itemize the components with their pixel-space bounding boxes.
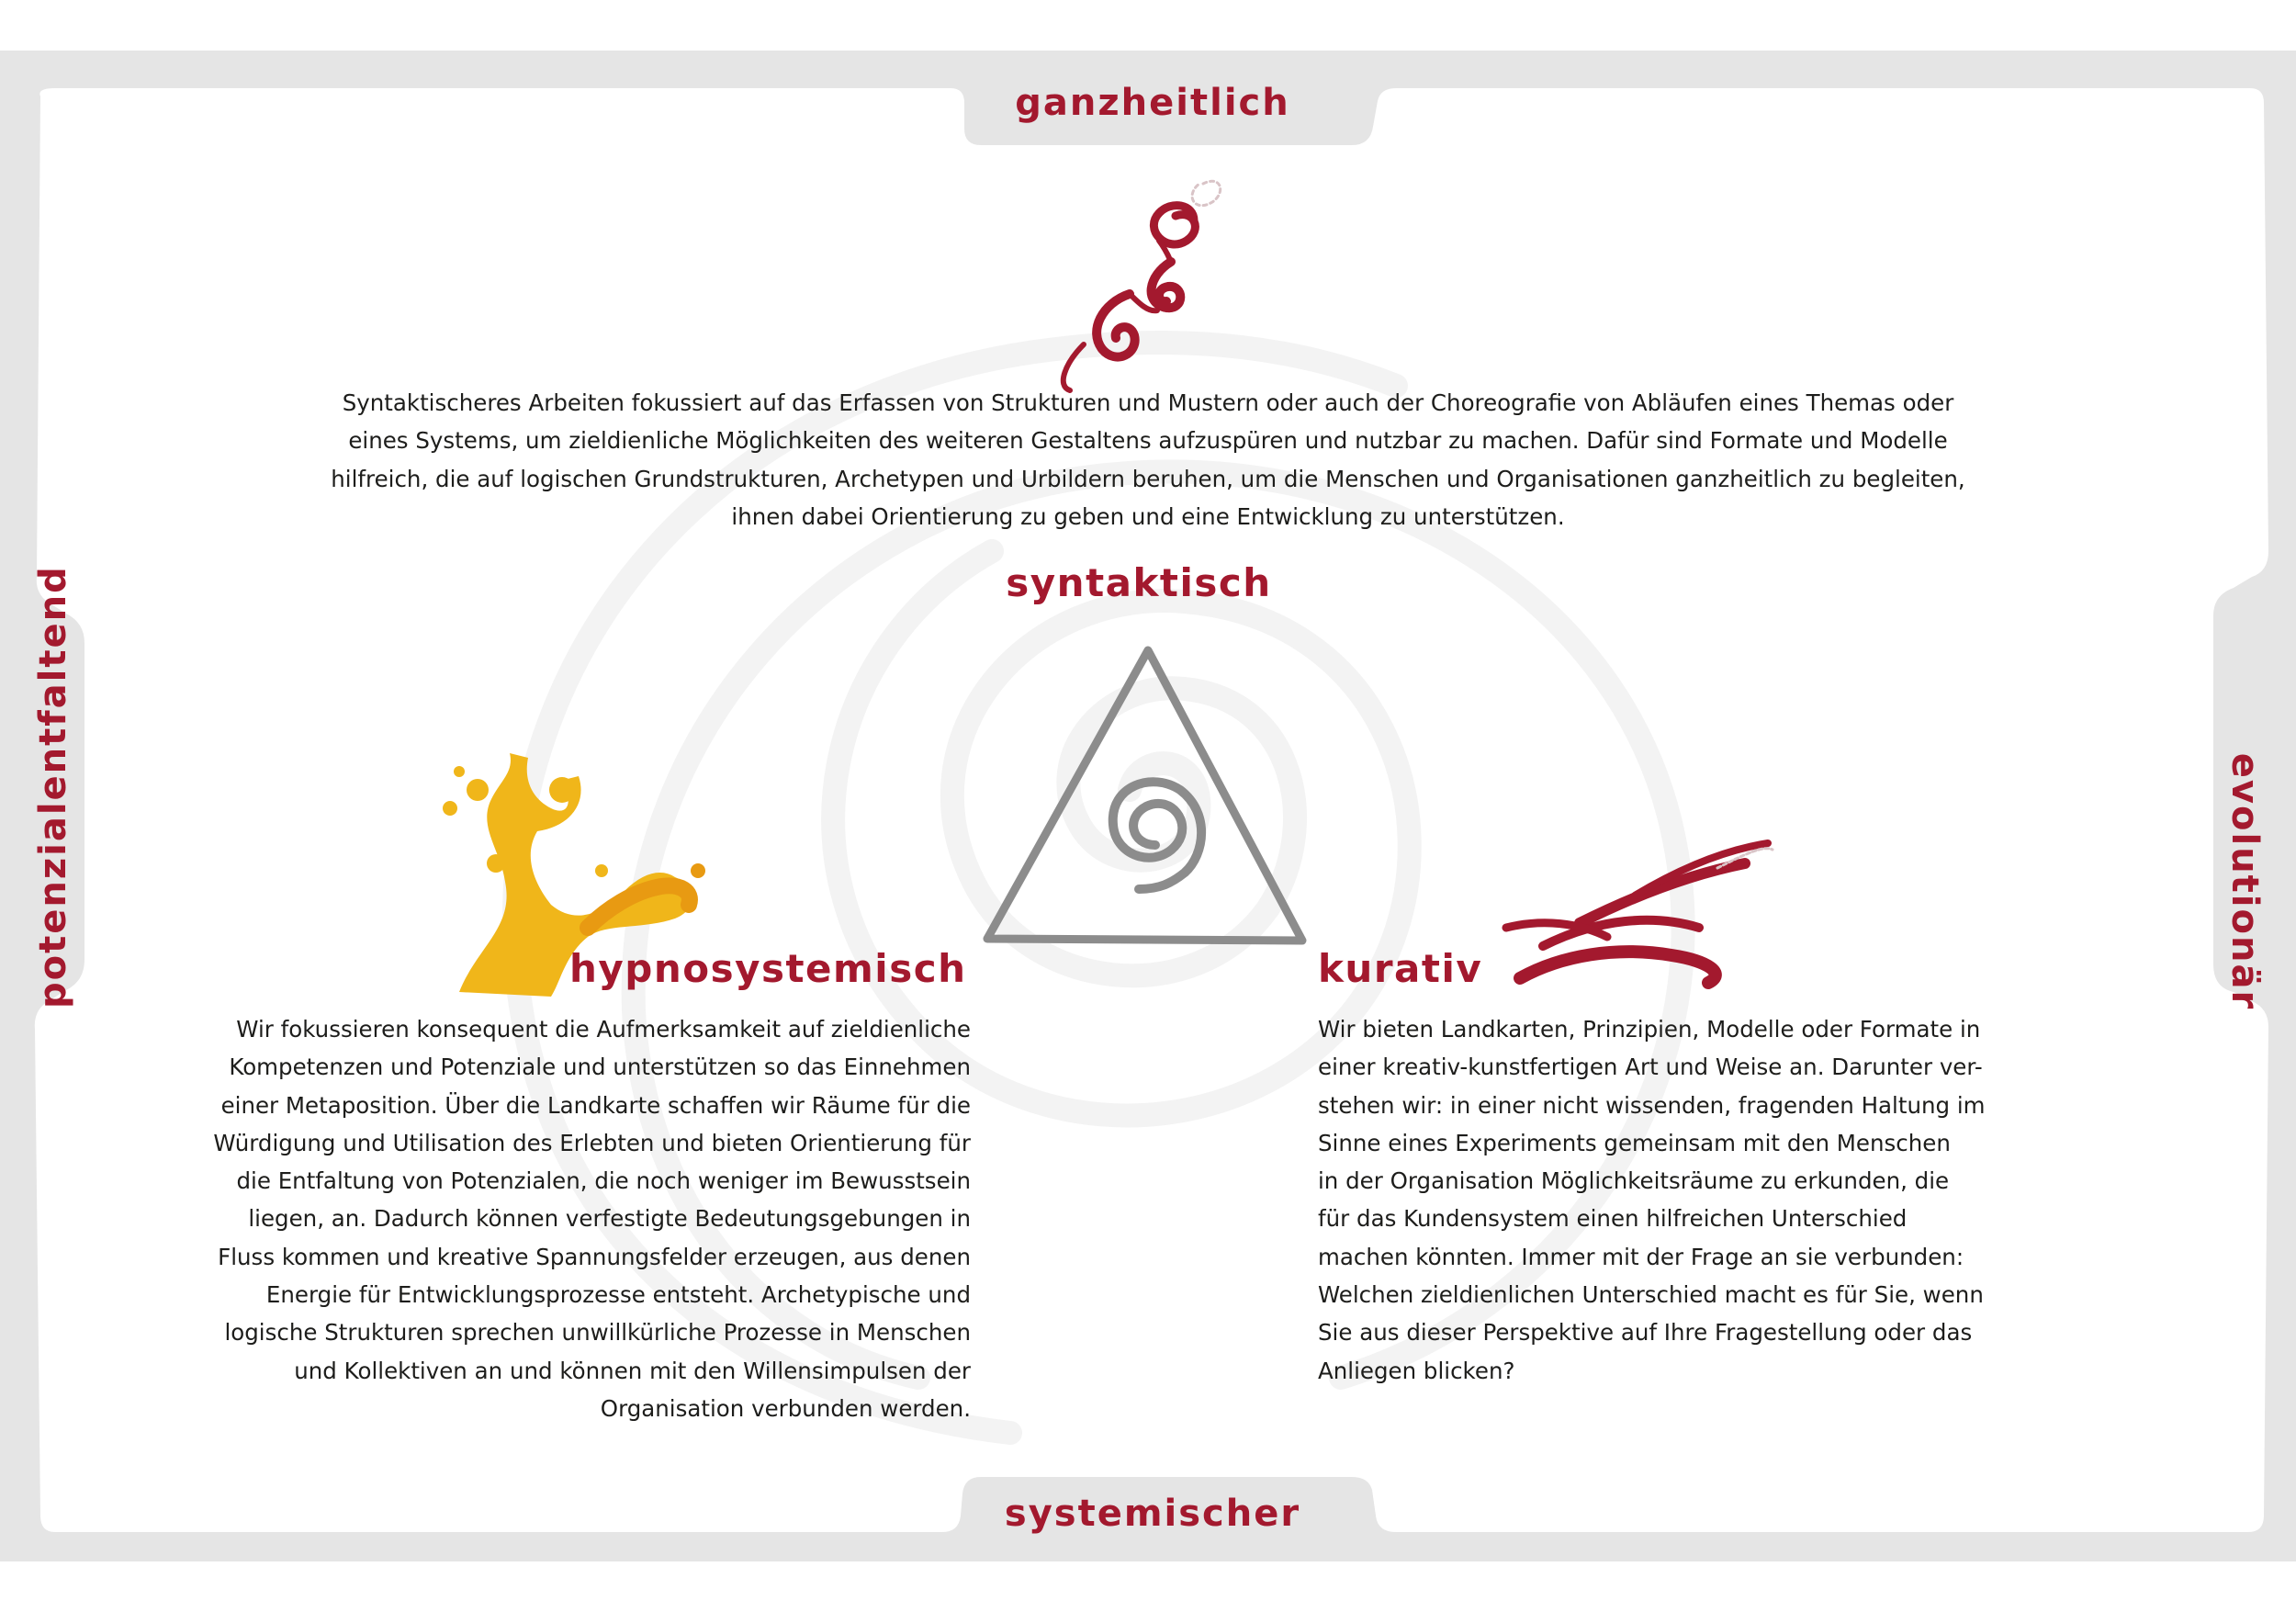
tab-systemischer: systemischer (1004, 1493, 1301, 1535)
text-line: die Entfaltung von Potenzialen, die noch weniger im Bewusstsein (236, 1167, 971, 1195)
text-line: Wir fokussieren konsequent die Aufmerksamkeit auf zieldienliche (236, 1016, 971, 1043)
text-line: Wir bieten Landkarten, Prinzipien, Modelle oder Formate in (1318, 1016, 1981, 1043)
title-kurativ: kurativ (1318, 946, 1483, 991)
text-line: einer Metaposition. Über die Landkarte schaffen wir Räume für die (220, 1091, 971, 1119)
text-line: stehen wir: in einer nicht wissenden, fragenden Haltung im (1318, 1091, 1986, 1119)
text-line: Welchen zieldienlichen Unterschied macht es für Sie, wenn (1318, 1281, 1984, 1309)
text-line: in der Organisation Möglichkeitsräume zu erkunden, die (1318, 1167, 1950, 1195)
text-line: Sinne eines Experiments gemeinsam mit den Menschen (1318, 1129, 1951, 1156)
tab-ganzheitlich: ganzheitlich (1015, 82, 1290, 124)
kurativ-description (1318, 1010, 2144, 1390)
text-line: ihnen dabei Orientierung zu geben und eine Entwicklung zu unterstützen. (731, 502, 1565, 530)
tab-potenzialentfaltend: potenzialentfaltend (32, 565, 74, 1009)
text-line: Syntaktischeres Arbeiten fokussiert auf das Erfassen von Strukturen und Mustern oder auch der Choreografie von Abläufen eines Themas oder (342, 389, 1954, 416)
text-line: für das Kundensystem einen hilfreichen Unterschied (1318, 1205, 1908, 1233)
text-line: einer kreativ-kunstfertigen Art und Weise an. Darunter ver- (1318, 1054, 1983, 1081)
tab-evolutionaer: evolutionär (2223, 752, 2266, 1011)
text-line: liegen, an. Dadurch können verfestigte Bedeutungsgebungen in (248, 1205, 971, 1233)
hypnosystemisch-description (138, 1010, 971, 1427)
text-line: hilfreich, die auf logischen Grundstrukturen, Archetypen und Urbildern beruhen, um die Menschen und Organisationen ganzheitlich zu begleiten, (331, 465, 1965, 492)
brushstroke-icon (1506, 843, 1773, 983)
title-hypnosystemisch: hypnosystemisch (569, 946, 967, 991)
text-line: logische Strukturen sprechen unwillkürliche Prozesse in Menschen (224, 1319, 971, 1347)
text-line: Energie für Entwicklungsprozesse entsteht. Archetypische und (265, 1281, 971, 1309)
text-line: und Kollektiven an und können mit den Willensimpulsen der (294, 1357, 971, 1384)
text-line: machen könnten. Immer mit der Frage an sie verbunden: (1318, 1243, 1964, 1270)
text-line: Anliegen blicken? (1318, 1357, 1515, 1384)
text-line: Fluss kommen und kreative Spannungsfelder erzeugen, aus denen (218, 1243, 971, 1270)
syntaktisch-description (257, 384, 2039, 535)
text-line: Kompetenzen und Potenziale und unterstützen so das Einnehmen (229, 1054, 971, 1081)
title-syntaktisch: syntaktisch (1006, 560, 1272, 605)
text-line: Sie aus dieser Perspektive auf Ihre Fragestellung oder das (1318, 1319, 1973, 1347)
text-line: Würdigung und Utilisation des Erlebten und bieten Orientierung für (213, 1129, 971, 1156)
text-line: Organisation verbunden werden. (600, 1394, 971, 1422)
swirl-icon (1064, 181, 1221, 390)
text-line: eines Systems, um zieldienliche Möglichkeiten des weiteren Gestaltens aufzuspüren und nutzbar zu machen. Dafür sind Formate und Modelle (348, 427, 1948, 455)
triangle-spiral-icon (987, 650, 1302, 941)
